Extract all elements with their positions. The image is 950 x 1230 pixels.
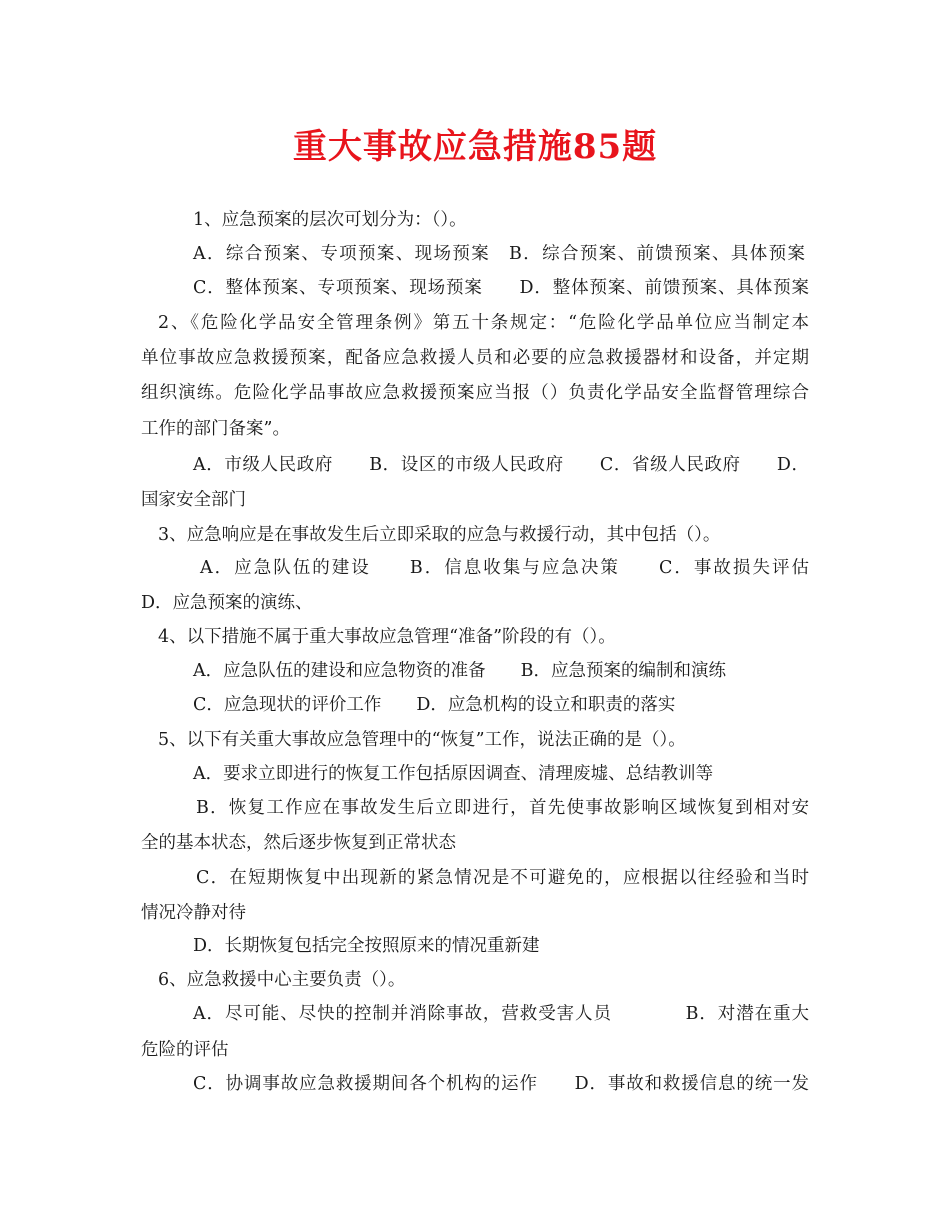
question-5: 5、以下有关重大事故应急管理中的“恢复”工作，说法正确的是（）。	[158, 730, 686, 750]
question-5-option-c-line-2: 情况冷静对待	[141, 903, 246, 923]
question-4-options-cd: C．应急现状的评价工作 D．应急机构的设立和职责的落实	[193, 695, 676, 715]
question-1-options-cd: C．整体预案、专项预案、现场预案 D．整体预案、前馈预案、具体预案	[193, 278, 809, 298]
question-3: 3、应急响应是在事故发生后立即采取的应急与救援行动，其中包括（）。	[158, 525, 721, 545]
question-6-option-b-cont: 危险的评估	[141, 1040, 229, 1060]
question-5-option-b-line-1: B．恢复工作应在事故发生后立即进行，首先使事故影响区域恢复到相对安	[196, 798, 809, 818]
question-2-options: A．市级人民政府 B．设区的市级人民政府 C．省级人民政府 D．	[193, 455, 809, 475]
question-2-line-3: 组织演练。危险化学品事故应急救援预案应当报（）负责化学品安全监督管理综合	[141, 383, 809, 403]
document-title: 重大事故应急措施85题	[292, 127, 658, 167]
question-2-option-d: 国家安全部门	[141, 490, 246, 510]
question-4-options-ab: A．应急队伍的建设和应急物资的准备 B．应急预案的编制和演练	[193, 661, 726, 681]
question-1-options-ab: A．综合预案、专项预案、现场预案 B．综合预案、前馈预案、具体预案	[193, 244, 805, 264]
question-5-option-a: A．要求立即进行的恢复工作包括原因调查、清理废墟、总结教训等	[193, 764, 714, 784]
question-5-option-b-line-2: 全的基本状态，然后逐步恢复到正常状态	[141, 833, 456, 853]
question-4: 4、以下措施不属于重大事故应急管理“准备”阶段的有（）。	[158, 627, 616, 647]
question-6-options-cd: C．协调事故应急救援期间各个机构的运作 D．事故和救援信息的统一发	[193, 1074, 809, 1094]
question-6: 6、应急救援中心主要负责（）。	[158, 970, 406, 990]
question-3-option-d: D．应急预案的演练、	[141, 593, 313, 613]
question-5-option-c-line-1: C．在短期恢复中出现新的紧急情况是不可避免的，应根据以往经验和当时	[196, 868, 809, 888]
question-6-options-ab: A．尽可能、尽快的控制并消除事故，营救受害人员 B．对潜在重大	[193, 1004, 809, 1024]
question-2-line-4: 工作的部门备案”。	[141, 419, 290, 439]
question-2-line-1: 2、《危险化学品安全管理条例》第五十条规定：“危险化学品单位应当制定本	[158, 313, 809, 333]
question-3-options: A．应急队伍的建设 B．信息收集与应急决策 C．事故损失评估	[200, 558, 809, 578]
question-1: 1、应急预案的层次可划分为：（）。	[193, 210, 467, 230]
question-5-option-d: D．长期恢复包括完全按照原来的情况重新建	[193, 936, 540, 956]
question-2-line-2: 单位事故应急救援预案，配备应急救援人员和必要的应急救援器材和设备，并定期	[141, 348, 809, 368]
